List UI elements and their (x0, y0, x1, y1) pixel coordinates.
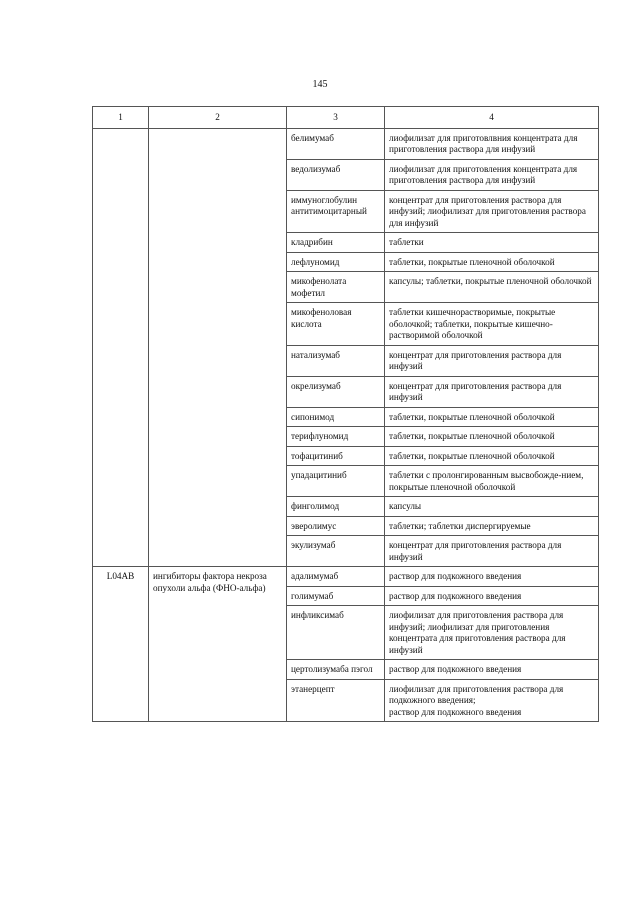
drug-name: терифлуномид (287, 427, 385, 447)
drug-name: белимумаб (287, 128, 385, 159)
atc-code-cell: L04AB (93, 567, 149, 722)
table-row (93, 567, 599, 587)
dosage-form: концентрат для приготовления раствора для инфузий; лиофилизат для приготовления раствора для инфузий (385, 190, 599, 233)
dosage-form: концентрат для приготовления раствора для инфузий (385, 345, 599, 376)
dosage-form: капсулы (385, 497, 599, 517)
drug-name: тофацитиниб (287, 446, 385, 466)
column-header: 3 (287, 107, 385, 129)
drug-name: упадацитиниб (287, 466, 385, 497)
dosage-form: раствор для подкожного введения (385, 567, 599, 587)
dosage-form: таблетки с пролонгированным высвобожде-нием, покрытые пленочной оболочкой (385, 466, 599, 497)
drug-name: окрелизумаб (287, 376, 385, 407)
drug-name: инфликсимаб (287, 606, 385, 660)
table-header-row (93, 107, 599, 129)
drug-name: адалимумаб (287, 567, 385, 587)
dosage-form: концентрат для приготовления раствора для инфузий (385, 376, 599, 407)
drug-name: микофенолата мофетил (287, 272, 385, 303)
group-name-cell: ингибиторы фактора некроза опухоли альфа (ФНО-альфа) (149, 567, 287, 722)
dosage-form: лиофилизат для приготовления раствора для инфузий; лиофилизат для приготовления концентрата для приготовления раствора для инфузий (385, 606, 599, 660)
table-row (93, 128, 599, 159)
dosage-form: раствор для подкожного введения (385, 586, 599, 606)
drug-name: цертолизумаба пэгол (287, 660, 385, 680)
drug-name: микофеноловая кислота (287, 303, 385, 346)
drug-name: сипонимод (287, 407, 385, 427)
drug-name: ведолизумаб (287, 159, 385, 190)
page-number: 145 (312, 79, 328, 90)
dosage-form: таблетки (385, 233, 599, 253)
group-name-cell (149, 128, 287, 567)
dosage-form: лиофилизат для приготовлвния концентрата для приготовления раствора для инфузий (385, 128, 599, 159)
dosage-form: таблетки кишечнорастворимые, покрытые оболочкой; таблетки, покрытые кишечно-растворимой оболочкой (385, 303, 599, 346)
drug-name: финголимод (287, 497, 385, 517)
drug-name: кладрибин (287, 233, 385, 253)
dosage-form: таблетки, покрытые пленочной оболочкой (385, 427, 599, 447)
drug-name: голимумаб (287, 586, 385, 606)
dosage-form: таблетки; таблетки диспергируемые (385, 516, 599, 536)
drug-name: этанерцепт (287, 679, 385, 722)
drug-name: иммуноглобулин антитимоцитарный (287, 190, 385, 233)
dosage-form: раствор для подкожного введения (385, 660, 599, 680)
drug-table (92, 106, 599, 722)
dosage-form-line: раствор для подкожного введения (389, 706, 522, 717)
dosage-form: таблетки, покрытые пленочной оболочкой (385, 446, 599, 466)
dosage-form: таблетки, покрытые пленочной оболочкой (385, 252, 599, 272)
dosage-form: концентрат для приготовления раствора для инфузий (385, 536, 599, 567)
drug-name: лефлуномид (287, 252, 385, 272)
dosage-form: капсулы; таблетки, покрытые пленочной оболочкой (385, 272, 599, 303)
column-header: 4 (385, 107, 599, 129)
dosage-form: лиофилизат для приготовления концентрата для приготовления раствора для инфузий (385, 159, 599, 190)
dosage-form-line: лиофилизат для приготовления раствора для подкожного введения; (389, 683, 564, 705)
drug-name: эверолимус (287, 516, 385, 536)
column-header: 2 (149, 107, 287, 129)
dosage-form (385, 679, 599, 722)
atc-code-cell (93, 128, 149, 567)
drug-name: натализумаб (287, 345, 385, 376)
dosage-form: таблетки, покрытые пленочной оболочкой (385, 407, 599, 427)
column-header: 1 (93, 107, 149, 129)
drug-name: экулизумаб (287, 536, 385, 567)
